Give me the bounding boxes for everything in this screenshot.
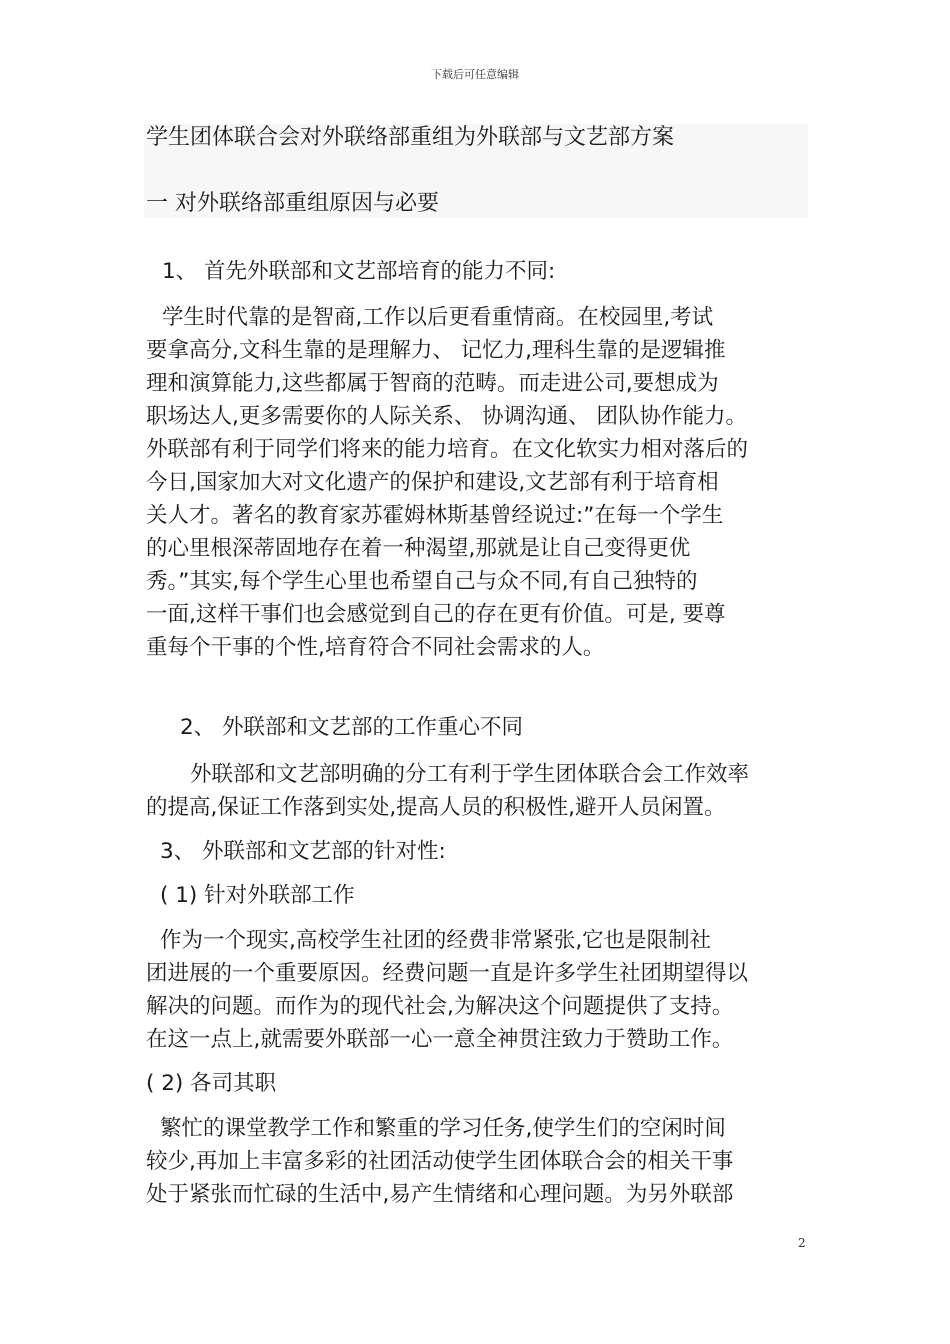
body-line: 作为一个现实,高校学生社团的经费非常紧张,它也是限制社 bbox=[160, 928, 712, 953]
body-line: 职场达人,更多需要你的人际关系、 协调沟通、 团队协作能力。 bbox=[146, 404, 748, 429]
body-line: 重每个干事的个性,培育符合不同社会需求的人。 bbox=[146, 635, 605, 660]
body-line: ( 1) 针对外联部工作 bbox=[160, 883, 355, 908]
body-line: 团进展的一个重要原因。经费问题一直是许多学生社团期望得以 bbox=[146, 961, 749, 986]
body-line: 较少,再加上丰富多彩的社团活动使学生团体联合会的相关干事 bbox=[146, 1149, 734, 1174]
body-line: 外联部有利于同学们将来的能力培育。在文化软实力相对落后的 bbox=[146, 437, 749, 462]
body-line: ( 2) 各司其职 bbox=[146, 1071, 277, 1096]
body-line: 秀。”其实,每个学生心里也希望自己与众不同,有自己独特的 bbox=[146, 569, 698, 594]
body-line: 一面,这样干事们也会感觉到自己的存在更有价值。可是, 要尊 bbox=[146, 602, 726, 627]
body-line: 的提高,保证工作落到实处,提高人员的积极性,避开人员闲置。 bbox=[146, 795, 726, 820]
body-line: 要拿高分,文科生靠的是理解力、 记忆力,理科生靠的是逻辑推 bbox=[146, 338, 726, 363]
body-line: 学生时代靠的是智商,工作以后更看重情商。在校园里,考试 bbox=[162, 305, 714, 330]
body-line: 理和演算能力,这些都属于智商的范畴。而走进公司,要想成为 bbox=[146, 371, 719, 396]
body-line: 2、 外联部和文艺部的工作重心不同 bbox=[180, 715, 524, 740]
page-header-note: 下载后可任意编辑 bbox=[431, 68, 519, 81]
body-line: 繁忙的课堂教学工作和繁重的学习任务,使学生们的空闲时间 bbox=[160, 1116, 726, 1141]
section-heading: 一 对外联络部重组原因与必要 bbox=[146, 191, 439, 216]
body-line: 关人才。著名的教育家苏霍姆林斯基曾经说过:”在每一个学生 bbox=[146, 503, 724, 528]
body-line: 3、 外联部和文艺部的针对性: bbox=[160, 839, 446, 864]
body-line: 外联部和文艺部明确的分工有利于学生团体联合会工作效率 bbox=[190, 762, 750, 787]
body-line: 1、 首先外联部和文艺部培育的能力不同: bbox=[162, 259, 556, 284]
document-title: 学生团体联合会对外联络部重组为外联部与文艺部方案 bbox=[146, 125, 675, 150]
body-line: 处于紧张而忙碌的生活中,易产生情绪和心理问题。为另外联部 bbox=[146, 1182, 734, 1207]
body-line: 今日,国家加大对文化遗产的保护和建设,文艺部有利于培育相 bbox=[146, 470, 719, 495]
body-line: 解决的问题。而作为的现代社会,为解决这个问题提供了支持。 bbox=[146, 994, 734, 1019]
body-line: 在这一点上,就需要外联部一心一意全神贯注致力于赞助工作。 bbox=[146, 1027, 734, 1052]
page-number: 2 bbox=[798, 1236, 806, 1250]
body-line: 的心里根深蒂固地存在着一种渴望,那就是让自己变得更优 bbox=[146, 536, 691, 561]
